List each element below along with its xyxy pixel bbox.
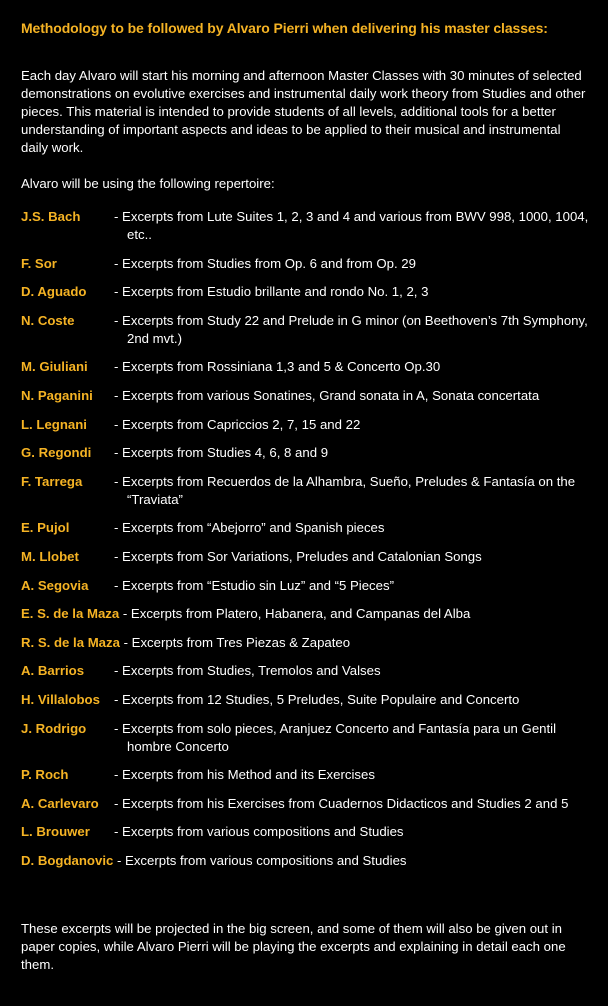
list-item xyxy=(21,662,591,680)
composer-name: A. Segovia xyxy=(21,577,89,593)
composer-name: N. Coste xyxy=(21,312,75,328)
page-title: Methodology to be followed by Alvaro Pierri when delivering his master classes: xyxy=(21,20,548,36)
composer-name: A. Carlevaro xyxy=(21,795,99,811)
list-item xyxy=(21,444,591,462)
list-item xyxy=(21,473,591,509)
list-item xyxy=(21,283,591,301)
repertoire-list xyxy=(21,208,591,880)
composer-name: D. Bogdanovic xyxy=(21,852,117,868)
composer-name: G. Regondi xyxy=(21,445,92,461)
composer-name: M. Llobet xyxy=(21,548,79,564)
composer-excerpts: - Excerpts from solo pieces, Aranjuez Concerto and Fantasía para un Gentil hombre Concerto xyxy=(114,720,557,754)
composer-excerpts: - Excerpts from various Sonatines, Grand sonata in A, Sonata concertata xyxy=(114,387,540,403)
composer-excerpts: - Excerpts from Studies, Tremolos and Valses xyxy=(114,663,381,679)
composer-name: J.S. Bach xyxy=(21,209,81,224)
list-item xyxy=(21,387,591,405)
list-item xyxy=(21,312,591,348)
composer-name: E. Pujol xyxy=(21,520,70,536)
composer-name: D. Aguado xyxy=(21,284,87,300)
list-item xyxy=(21,634,591,652)
composer-excerpts: - Excerpts from various compositions and Studies xyxy=(114,824,404,840)
composer-excerpts: - Excerpts from “Abejorro” and Spanish pieces xyxy=(114,520,385,536)
composer-name: E. S. de la Maza xyxy=(21,606,123,622)
composer-excerpts: - Excerpts from 12 Studies, 5 Preludes, Suite Populaire and Concerto xyxy=(114,691,520,707)
list-item xyxy=(21,605,591,623)
composer-name: L. Brouwer xyxy=(21,824,90,840)
composer-excerpts: - Excerpts from Estudio brillante and rondo No. 1, 2, 3 xyxy=(114,284,429,300)
list-item xyxy=(21,577,591,595)
composer-name: N. Paganini xyxy=(21,387,93,403)
composer-name: P. Roch xyxy=(21,767,69,783)
composer-name: M. Giuliani xyxy=(21,359,88,375)
list-item xyxy=(21,358,591,376)
composer-excerpts: - Excerpts from Lute Suites 1, 2, 3 and 4 and various from BWV 998, 1000, 1004, etc.. xyxy=(114,209,589,242)
composer-excerpts: - Excerpts from Capriccios 2, 7, 15 and 22 xyxy=(114,416,361,432)
composer-excerpts: - Excerpts from Platero, Habanera, and Campanas del Alba xyxy=(122,606,471,622)
composer-name: J. Rodrigo xyxy=(21,720,87,736)
list-item xyxy=(21,208,591,244)
list-item xyxy=(21,691,591,709)
composer-excerpts: - Excerpts from Recuerdos de la Alhambra, Sueño, Preludes & Fantasía on the “Traviata” xyxy=(114,473,576,507)
composer-name: F. Tarrega xyxy=(21,473,83,489)
composer-excerpts: - Excerpts from various compositions and Studies xyxy=(116,852,407,868)
composer-excerpts: - Excerpts from Sor Variations, Preludes and Catalonian Songs xyxy=(114,548,482,564)
list-item xyxy=(21,416,591,434)
composer-excerpts: - Excerpts from Studies from Op. 6 and from Op. 29 xyxy=(114,255,416,271)
composer-excerpts: - Excerpts from Rossiniana 1,3 and 5 & Concerto Op.30 xyxy=(114,359,441,375)
composer-name: A. Barrios xyxy=(21,663,85,679)
list-item xyxy=(21,795,591,813)
composer-name: R. S. de la Maza xyxy=(21,634,124,650)
composer-excerpts: - Excerpts from Tres Piezas & Zapateo xyxy=(123,634,351,650)
list-item xyxy=(21,255,591,273)
composer-name: L. Legnani xyxy=(21,416,87,432)
intro-paragraph: Each day Alvaro will start his morning and afternoon Master Classes with 30 minutes of selected demonstrations on evolutive exercises and instrumental daily work theory from Studies and other pieces. This material is intended to provide students of all levels, additional tools for a better understanding of important aspects and ideas to be applied to their musical and instrumental daily work. xyxy=(21,68,586,155)
list-item xyxy=(21,766,591,784)
composer-excerpts: - Excerpts from “Estudio sin Luz” and “5 Pieces” xyxy=(114,577,394,593)
list-item xyxy=(21,852,591,870)
composer-name: H. Villalobos xyxy=(21,691,100,707)
list-item xyxy=(21,720,591,756)
composer-excerpts: - Excerpts from his Method and its Exercises xyxy=(114,767,375,783)
composer-excerpts: - Excerpts from Study 22 and Prelude in G minor (on Beethoven’s 7th Symphony, 2nd mvt.) xyxy=(114,312,588,346)
list-item xyxy=(21,823,591,841)
composer-name: F. Sor xyxy=(21,255,57,271)
list-item xyxy=(21,519,591,537)
composer-excerpts: - Excerpts from Studies 4, 6, 8 and 9 xyxy=(114,445,329,461)
list-item xyxy=(21,548,591,566)
closing-paragraph: These excerpts will be projected in the big screen, and some of them will also be given out in paper copies, while Alvaro Pierri will be playing the excerpts and explaining in detail each one them. xyxy=(21,921,566,972)
composer-excerpts: - Excerpts from his Exercises from Cuadernos Didacticos and Studies 2 and 5 xyxy=(114,795,569,811)
repertoire-lead: Alvaro will be using the following repertoire: xyxy=(21,176,275,191)
